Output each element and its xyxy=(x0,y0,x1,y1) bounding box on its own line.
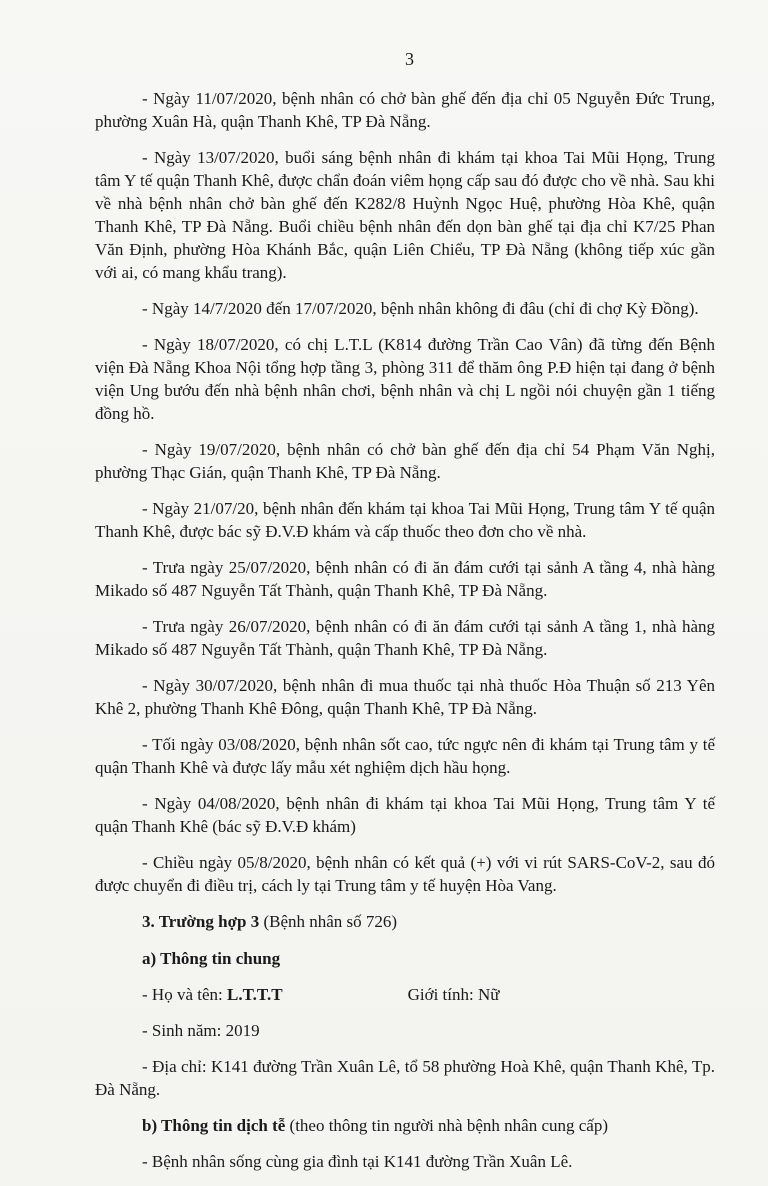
paragraph-5: - Ngày 19/07/2020, bệnh nhân có chở bàn ghế đến địa chỉ 54 Phạm Văn Nghị, phường Thạc Gián, quận Thanh Khê, TP Đà Nẵng. xyxy=(95,440,715,482)
general-info-heading: a) Thông tin chung xyxy=(142,949,281,968)
epidemiology-heading-bold: b) Thông tin dịch tễ xyxy=(142,1116,286,1135)
paragraph-10: - Tối ngày 03/08/2020, bệnh nhân sốt cao, tức ngực nên đi khám tại Trung tâm y tế quận Thanh Khê và được lấy mẫu xét nghiệm dịch hầu họng. xyxy=(95,735,715,777)
document-content xyxy=(95,87,715,1186)
case-3-title-rest: (Bệnh nhân số 726) xyxy=(259,912,398,931)
paragraph-11: - Ngày 04/08/2020, bệnh nhân đi khám tại khoa Tai Mũi Họng, Trung tâm Y tế quận Thanh Khê (bác sỹ Đ.V.Đ khám) xyxy=(95,794,715,836)
page-number: 3 xyxy=(405,49,414,69)
case-3-title xyxy=(95,910,715,933)
paragraph-7: - Trưa ngày 25/07/2020, bệnh nhân có đi ăn đám cưới tại sảnh A tầng 4, nhà hàng Mikado số 487 Nguyễn Tất Thành, quận Thanh Khê, TP Đà Nẵng. xyxy=(95,558,715,600)
paragraph-12: - Chiều ngày 05/8/2020, bệnh nhân có kết quả (+) với vi rút SARS-CoV-2, sau đó được chuyển đi điều trị, cách ly tại Trung tâm y tế huyện Hòa Vang. xyxy=(95,853,715,895)
birth-year: - Sinh năm: 2019 xyxy=(142,1021,260,1040)
epidemiology-line-1: - Bệnh nhân sống cùng gia đình tại K141 đường Trần Xuân Lê. xyxy=(142,1152,573,1171)
paragraph-3: - Ngày 14/7/2020 đến 17/07/2020, bệnh nhân không đi đâu (chỉ đi chợ Kỳ Đồng). xyxy=(142,299,699,318)
gender-field xyxy=(361,983,500,1006)
epidemiology-heading-rest: (theo thông tin người nhà bệnh nhân cung cấp) xyxy=(285,1116,608,1135)
address: - Địa chỉ: K141 đường Trần Xuân Lê, tổ 58 phường Hoà Khê, quận Thanh Khê, Tp. Đà Nẵng. xyxy=(95,1057,715,1099)
paragraph-2: - Ngày 13/07/2020, buổi sáng bệnh nhân đi khám tại khoa Tai Mũi Họng, Trung tâm Y tế quận Thanh Khê, được chẩn đoán viêm họng cấp sau đó được cho về nhà. Sau khi về nhà bệnh nhân chở bàn ghế đến K282/8 Huỳnh Ngọc Huệ, phường Hòa Khê, quận Thanh Khê, TP Đà Nẵng. Buổi chiều bệnh nhân đến dọn bàn ghế tại địa chỉ K7/25 Phan Văn Định, phường Hòa Khánh Bắc, quận Liên Chiểu, TP Đà Nẵng (không tiếp xúc gần với ai, có mang khẩu trang). xyxy=(95,148,715,282)
paragraph-8: - Trưa ngày 26/07/2020, bệnh nhân có đi ăn đám cưới tại sảnh A tầng 1, nhà hàng Mikado số 487 Nguyễn Tất Thành, quận Thanh Khê, TP Đà Nẵng. xyxy=(95,617,715,659)
paragraph-9: - Ngày 30/07/2020, bệnh nhân đi mua thuốc tại nhà thuốc Hòa Thuận số 213 Yên Khê 2, phường Thanh Khê Đông, quận Thanh Khê, TP Đà Nẵng. xyxy=(95,676,715,718)
paragraph-6: - Ngày 21/07/20, bệnh nhân đến khám tại khoa Tai Mũi Họng, Trung tâm Y tế quận Thanh Khê, được bác sỹ Đ.V.Đ khám và cấp thuốc theo đơn cho về nhà. xyxy=(95,499,715,541)
name-value: L.T.T.T xyxy=(226,985,283,1004)
gender-label: Giới tính: xyxy=(407,985,478,1004)
paragraph-1: - Ngày 11/07/2020, bệnh nhân có chở bàn ghế đến địa chỉ 05 Nguyễn Đức Trung, phường Xuân Hà, quận Thanh Khê, TP Đà Nẵng. xyxy=(95,89,715,131)
epidemiology-heading xyxy=(95,1114,715,1137)
name-field xyxy=(95,983,283,1006)
name-label: - Họ và tên: xyxy=(142,985,227,1004)
paragraph-4: - Ngày 18/07/2020, có chị L.T.L (K814 đường Trần Cao Vân) đã từng đến Bệnh viện Đà Nẵng Khoa Nội tổng hợp tầng 3, phòng 311 để thăm ông P.Đ hiện tại đang ở bệnh viện Ung bướu đến nhà bệnh nhân chơi, bệnh nhân và chị L ngồi nói chuyện gần 1 tiếng đồng hồ. xyxy=(95,335,715,423)
gender-value: Nữ xyxy=(477,985,500,1004)
name-gender-row xyxy=(95,983,715,1006)
case-3-title-bold: 3. Trường hợp 3 xyxy=(142,912,260,931)
